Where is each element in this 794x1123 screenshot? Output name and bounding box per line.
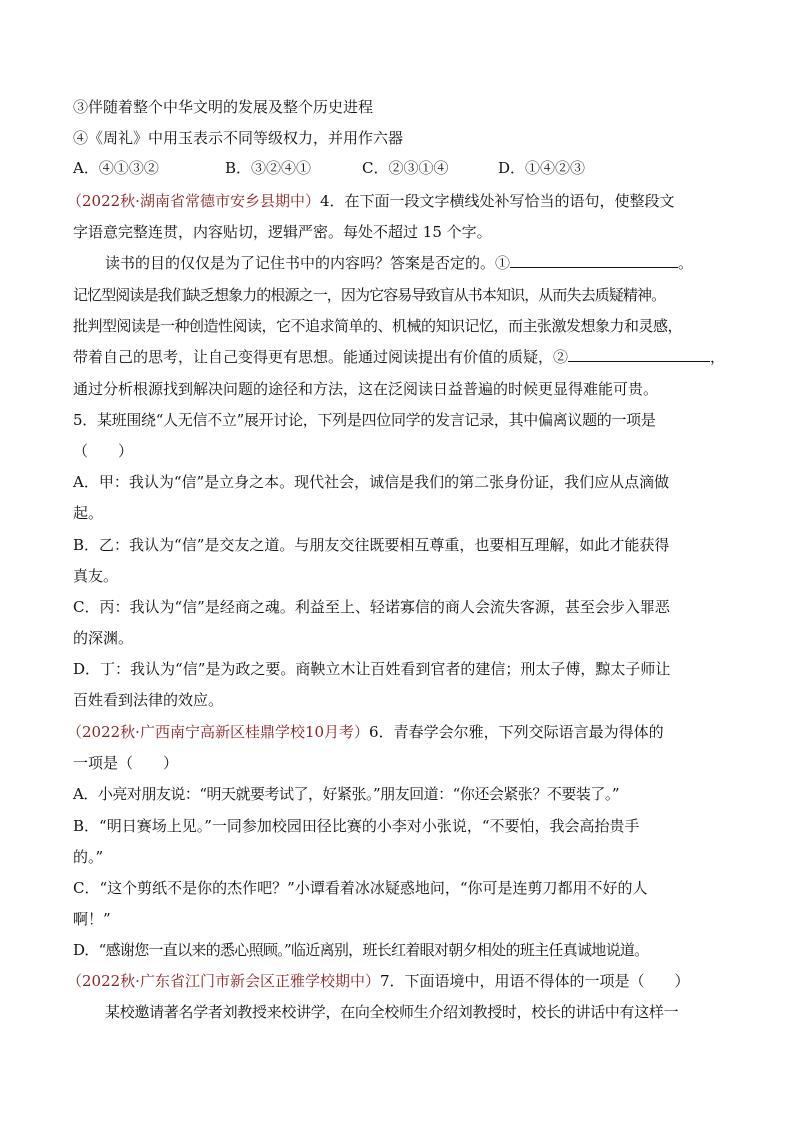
q4-blank-1[interactable] (510, 252, 678, 268)
q5-option-d-line-1: D．丁：我认为“信”是为政之要。商鞅立木让百姓看到官者的建信；刑太子傅，黥太子师让 (73, 660, 671, 678)
q6-stem-line-2: 一项是（ ） (73, 754, 179, 772)
q3-item-3: ③伴随着整个中华文明的发展及整个历史进程 (73, 98, 374, 116)
q6-option-c-line-2: 啊！” (73, 910, 111, 928)
q4-paragraph-line-1 (105, 252, 693, 274)
q5-option-c-line-1: C．丙：我认为“信”是经商之魂。利益至上、轻诺寡信的商人会流失客源，甚至会步入罪恶 (73, 598, 670, 616)
q4-paragraph-line-4 (73, 346, 725, 368)
q5-option-b-line-2: 真友。 (73, 567, 119, 585)
q7-stem-text: 7．下面语境中，用语不得体的一项是（ ） (379, 972, 690, 990)
q6-option-d-line-1: D．“感谢您一直以来的悉心照顾。”临近离别，班长红着眼对朝夕相处的班主任真诚地说道。 (73, 941, 649, 959)
q6-option-c-line-1: C．“这个剪纸不是你的杰作吧？”小谭看着冰冰疑惑地问，“你可是连剪刀都用不好的人 (73, 879, 648, 897)
q4-blank-2[interactable] (568, 346, 710, 362)
q5-option-d-line-2: 百姓看到法律的效应。 (73, 691, 224, 709)
q4-p4-text: 带着自己的思考，让自己变得更有思想。能通过阅读提出有价值的质疑，② (73, 348, 569, 366)
q4-paragraph-line-2: 记忆型阅读是我们缺乏想象力的根源之一，因为它容易导致盲从书本知识，从而失去质疑精神。 (73, 286, 666, 304)
q4-stem-text: 4．在下面一段文字横线处补写恰当的语句，使整段文 (319, 192, 675, 210)
q7-source: （2022秋·广东省江门市新会区正雅学校期中） (67, 972, 380, 990)
q5-option-a-line-2: 起。 (73, 504, 104, 522)
q3-option-a: A．④①③② (73, 159, 159, 177)
q7-stem-line (67, 970, 690, 992)
q4-p1-text: 读书的目的仅仅是为了记住书中的内容吗？答案是否定的。① (105, 254, 511, 272)
q3-item-4: ④《周礼》中用玉表示不同等级权力，并用作六器 (73, 129, 404, 147)
q5-stem-line-2: （ ） (73, 442, 134, 460)
q7-paragraph-line-1: 某校邀请著名学者刘教授来校讲学，在向全校师生介绍刘教授时，校长的讲话中有这样一 (105, 1003, 679, 1021)
q4-stem-line-2: 字语意完整连贯，内容贴切，逻辑严密。每处不超过 15 个字。 (73, 223, 492, 241)
q4-paragraph-line-5: 通过分析根源找到解决问题的途径和方法，这在泛阅读日益普遍的时候更显得难能可贵。 (73, 380, 659, 398)
q4-source: （2022秋·湖南省常德市安乡县期中） (67, 192, 320, 210)
q3-option-b: B．③②④① (225, 159, 312, 177)
q5-option-b-line-1: B．乙：我认为“信”是交友之道。与朋友交往既要相互尊重，也要相互理解，如此才能获得 (73, 536, 670, 554)
q6-option-a-line-1: A．小亮对朋友说：“明天就要考试了，好紧张。”朋友回道：“你还会紧张？不要装了。” (73, 785, 620, 803)
q3-option-d: D．①④②③ (498, 159, 586, 177)
q3-option-c: C．②③①④ (362, 159, 449, 177)
q4-paragraph-line-3: 批判型阅读是一种创造性阅读，它不追求简单的、机械的知识记忆，而主张激发想象力和灵感， (73, 317, 683, 335)
q5-option-a-line-1: A．甲：我认为“信”是立身之本。现代社会，诚信是我们的第二张身份证，我们应从点滴做 (73, 473, 670, 491)
q6-source: （2022秋·广西南宁高新区桂鼎学校10月考） (67, 723, 370, 741)
q4-p4-end: ， (710, 348, 726, 366)
q4-p1-end: 。 (678, 254, 694, 272)
q3-options (73, 157, 585, 179)
q5-option-c-line-2: 的深渊。 (73, 629, 134, 647)
q6-stem-line-1 (67, 721, 664, 743)
q6-stem-text: 6．青春学会尔雅，下列交际语言最为得体的 (369, 723, 664, 741)
q6-option-b-line-1: B．“明日赛场上见。”一同参加校园田径比赛的小李对小张说，“不要怕，我会高抬贵手 (73, 817, 640, 835)
q6-option-b-line-2: 的。” (73, 848, 104, 866)
q5-stem-line-1: 5．某班围绕“人无信不立”展开讨论，下列是四位同学的发言记录，其中偏离议题的一项是 (73, 411, 656, 429)
q4-stem-line-1 (67, 190, 675, 212)
